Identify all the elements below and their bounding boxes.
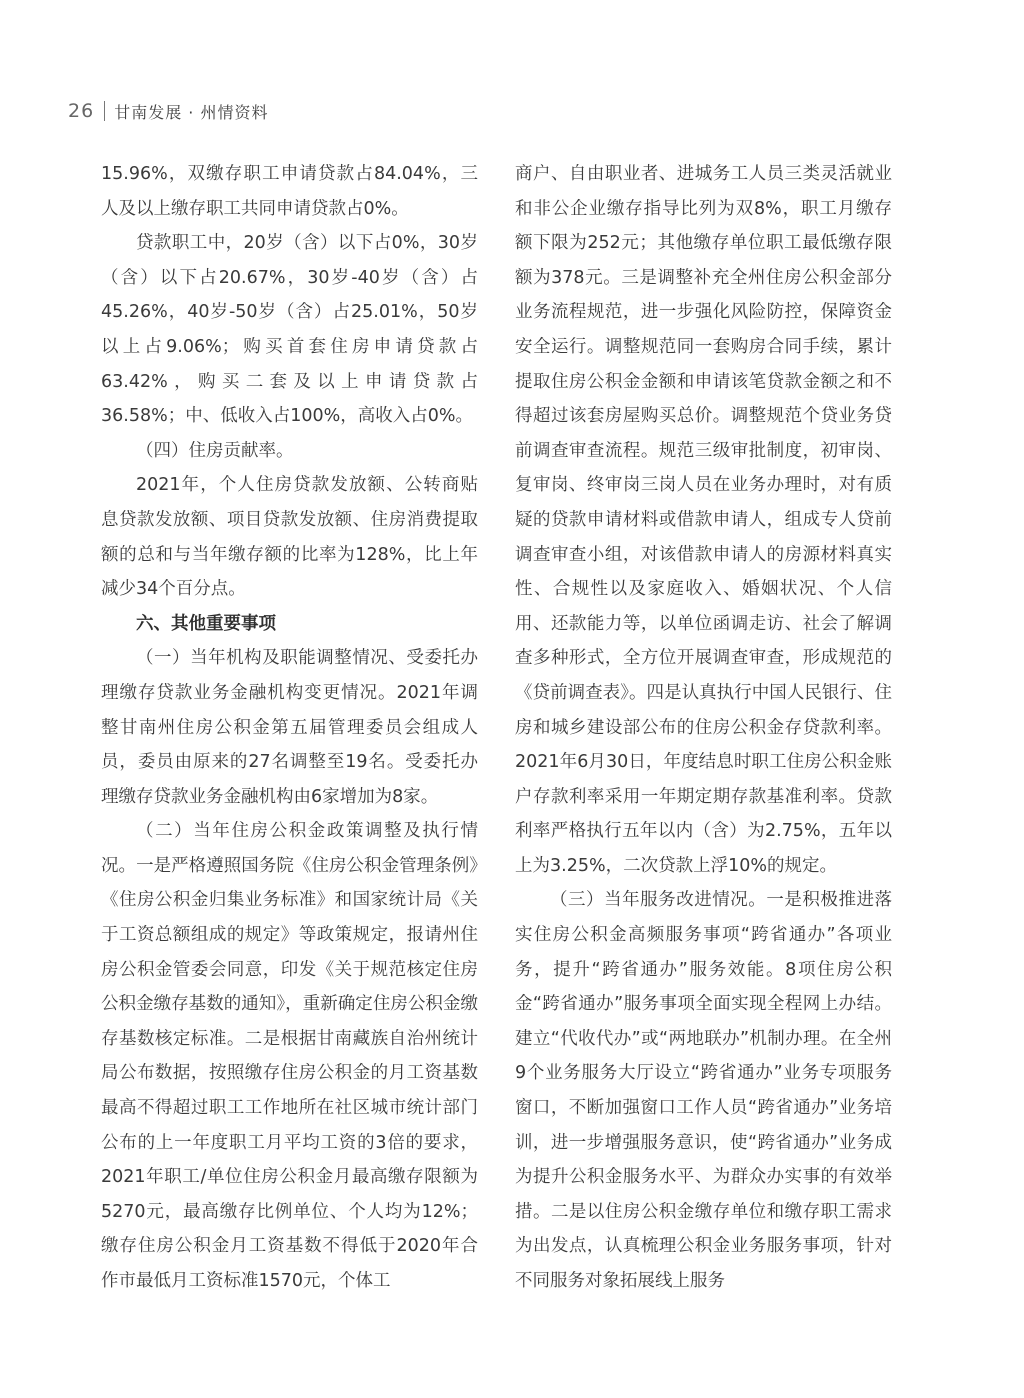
left-text-column (101, 157, 478, 1299)
paragraph: （一）当年机构及职能调整情况、受委托办理缴存贷款业务金融机构变更情况。2021年调整甘南州住房公积金第五届管理委员会组成人员，委员由原来的27名调整至19名。受委托办理缴存贷款业务金融机构由6家增加为8家。 (101, 648, 478, 807)
right-text-column (515, 157, 892, 1299)
paragraph: 商户、自由职业者、进城务工人员三类灵活就业和非公企业缴存指导比列为双8%，职工月缴存额下限为252元；其他缴存单位职工最低缴存限额为378元。三是调整补充全州住房公积金部分业务流程规范，进一步强化风险防控，保障资金安全运行。调整规范同一套购房合同手续，累计提取住房公积金金额和申请该笔贷款金额之和不得超过该套房屋购买总价。调整规范个贷业务贷前调查审查流程。规范三级审批制度，初审岗、复审岗、终审岗三岗人员在业务办理时，对有质疑的贷款申请材料或借款申请人，组成专人贷前调查审查小组，对该借款申请人的房源材料真实性、合规性以及家庭收入、婚姻状况、个人信用、还款能力等，以单位函调走访、社会了解调查多种形式，全方位开展调查审查，形成规范的《贷前调查表》。四是认真执行中国人民银行、住房和城乡建设部公布的住房公积金存贷款利率。2021年6月30日，年度结息时职工住房公积金账户存款利率采用一年期定期存款基准利率。贷款利率严格执行五年以内（含）为2.75%，五年以上为3.25%，二次贷款上浮10%的规定。 (515, 164, 892, 876)
paragraph: 2021年，个人住房贷款发放额、公转商贴息贷款发放额、项目贷款发放额、住房消费提取额的总和与当年缴存额的比率为128%，比上年减少34个百分点。 (101, 475, 478, 600)
page-number: 26 (68, 100, 95, 122)
paragraph: 贷款职工中，20岁（含）以下占0%，30岁（含）以下占20.67%，30岁-40岁（含）占45.26%，40岁-50岁（含）占25.01%，50岁以上占9.06%；购买首套住房申请贷款占63.42%，购买二套及以上申请贷款占36.58%；中、低收入占100%，高收入占0%。 (101, 233, 478, 427)
running-header (68, 96, 268, 126)
paragraph: （二）当年住房公积金政策调整及执行情况。一是严格遵照国务院《住房公积金管理条例》《住房公积金归集业务标准》和国家统计局《关于工资总额组成的规定》等政策规定，报请州住房公积金管委会同意，印发《关于规范核定住房公积金缴存基数的通知》，重新确定住房公积金缴存基数核定标准。二是根据甘南藏族自治州统计局公布数据，按照缴存住房公积金的月工资基数最高不得超过职工工作地所在社区城市统计部门公布的上一年度职工月平均工资的3倍的要求，2021年职工/单位住房公积金月最高缴存限额为5270元，最高缴存比例单位、个人均为12%；缴存住房公积金月工资基数不得低于2020年合作市最低月工资标准1570元，个体工 (101, 821, 478, 1291)
publication-title: 甘南发展 · 州情资料 (114, 102, 269, 122)
paragraph: （四）住房贡献率。 (136, 440, 294, 461)
paragraph: （三）当年服务改进情况。一是积极推进落实住房公积金高频服务事项“跨省通办”各项业务，提升“跨省通办”服务效能。8项住房公积金“跨省通办”服务事项全面实现全程网上办结。建立“代收代办”或“两地联办”机制办理。在全州9个业务服务大厅设立“跨省通办”业务专项服务窗口，不断加强窗口工作人员“跨省通办”业务培训，进一步增强服务意识，使“跨省通办”业务成为提升公积金服务水平、为群众办实事的有效举措。二是以住房公积金缴存单位和缴存职工需求为出发点，认真梳理公积金业务服务事项，针对不同服务对象拓展线上服务 (515, 890, 892, 1291)
paragraph: 15.96%，双缴存职工申请贷款占84.04%，三人及以上缴存职工共同申请贷款占0%。 (101, 164, 478, 219)
section-heading: 六、其他重要事项 (136, 613, 276, 634)
header-divider (104, 101, 105, 121)
